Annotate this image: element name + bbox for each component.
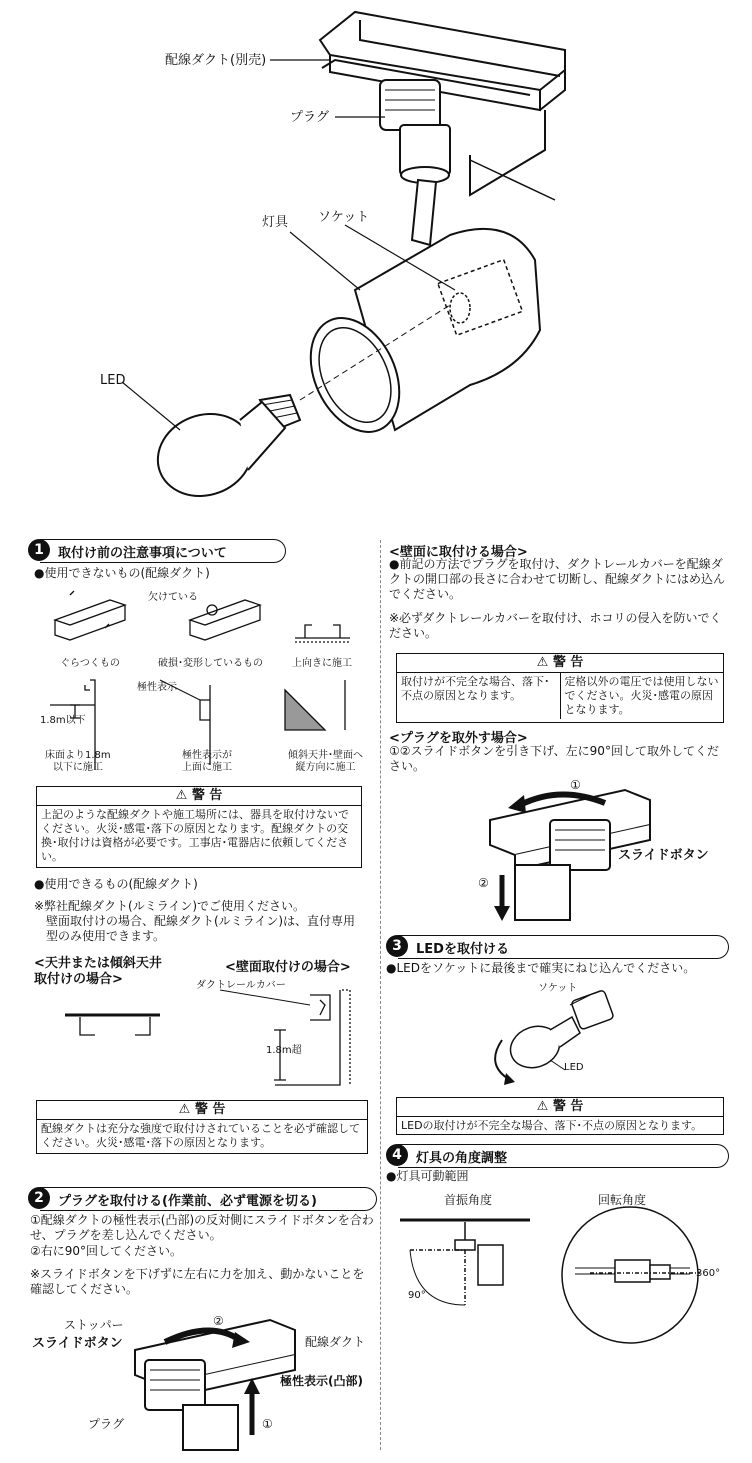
section-4-header bbox=[392, 1144, 729, 1168]
s4-range-label: ●灯具可動範囲 bbox=[386, 1169, 469, 1183]
wall-install-note: ※必ずダクトレールカバーを取付け、ホコリの侵入を防いでください。 bbox=[389, 611, 722, 640]
led-bulb-drawing bbox=[146, 395, 300, 509]
angle-diagrams bbox=[390, 1210, 730, 1360]
fixture-exploded-drawing bbox=[0, 0, 752, 520]
s4-tilt-label: 首振角度 bbox=[444, 1193, 493, 1207]
remove-circle-2: ② bbox=[478, 876, 489, 890]
section-4-title: 灯具の角度調整 bbox=[416, 1150, 508, 1166]
remove-plug-text: ①②スライドボタンを引き下げ、左に90°回して取外してください。 bbox=[389, 744, 719, 773]
warning-box-1 bbox=[36, 786, 362, 868]
caption-upward: 上向きに施工 bbox=[292, 658, 352, 669]
section-4-number: 4 bbox=[386, 1144, 408, 1166]
warning-box-2 bbox=[36, 1100, 368, 1154]
s2-duct-label: 配線ダクト bbox=[305, 1335, 366, 1349]
s2-step1: ①配線ダクトの極性表示(凸部)の反対側にスライドボタンを合わせ、プラグを差し込んでください。 bbox=[30, 1213, 374, 1242]
over-height-label: 1.8m超 bbox=[266, 1045, 302, 1056]
s4-deg360: 360° bbox=[696, 1268, 721, 1279]
ceiling-mount-head: <天井または傾斜天井 取付けの場合> bbox=[34, 956, 162, 987]
height-label: 1.8m以下 bbox=[40, 715, 86, 726]
warning-2-text: 配線ダクトは充分な強度で取付けされていることを必ず確認してください。火災･感電･落下の原因となります。 bbox=[41, 1122, 360, 1149]
wall-install-head: <壁面に取付ける場合> bbox=[389, 545, 528, 560]
warning-box-3 bbox=[396, 1097, 724, 1135]
label-socket: ソケット bbox=[318, 210, 370, 225]
warning-2-title: ⚠ 警 告 bbox=[37, 1101, 367, 1120]
section-1-header bbox=[34, 539, 286, 563]
remove-plug-head: <プラグを取外す場合> bbox=[389, 731, 528, 746]
warning-box-wall bbox=[396, 653, 724, 723]
s2-stopper-label: ストッパー bbox=[64, 1318, 124, 1332]
section-3-number: 3 bbox=[386, 935, 408, 957]
label-led: LED bbox=[100, 373, 126, 388]
label-fixture: 灯具 bbox=[262, 215, 289, 230]
unusable-label: ●使用できないもの(配線ダクト) bbox=[34, 566, 210, 580]
s3-socket-label: ソケット bbox=[538, 983, 578, 994]
s2-plug-label: プラグ bbox=[88, 1417, 125, 1431]
plug-drawing bbox=[380, 80, 450, 183]
wall-mount-head: <壁面取付けの場合> bbox=[225, 960, 351, 975]
usable-label: ●使用できるもの(配線ダクト) bbox=[34, 877, 198, 891]
caption-damaged: 破損･変形しているもの bbox=[158, 658, 263, 669]
s4-rotate-label: 回転角度 bbox=[598, 1193, 647, 1207]
s2-circle-2: ② bbox=[213, 1314, 224, 1328]
s3-led-label: LED bbox=[564, 1062, 584, 1073]
caption-floor-height: 床面より1.8m 以下に施工 bbox=[45, 750, 111, 773]
s2-note: ※スライドボタンを下げずに左右に力を加え、動かないことを確認してください。 bbox=[30, 1267, 365, 1296]
usable-note-1: ※弊社配線ダクト(ルミライン)でご使用ください。 bbox=[34, 899, 306, 913]
warning-3-text: LEDの取付けが不完全な場合、落下･不点の原因となります。 bbox=[401, 1119, 703, 1132]
section-1-number: 1 bbox=[28, 539, 50, 561]
remove-slide-label: スライドボタン bbox=[618, 848, 709, 863]
wall-install-text: ●前記の方法でプラグを取付け、ダクトレールカバーを配線ダクトの開口部の長さに合わせて切断し、配線ダクトにはめ込んでください。 bbox=[389, 557, 726, 601]
section-2-title: プラグを取付ける(作業前、必ず電源を切る) bbox=[58, 1193, 317, 1209]
warning-wall-right: 定格以外の電圧では使用しないでください。火災･感電の原因となります。 bbox=[564, 675, 719, 716]
warning-1-title: ⚠ 警 告 bbox=[37, 787, 361, 806]
s2-step2: ②右に90°回してください。 bbox=[30, 1244, 183, 1258]
chipped-label: 欠けている bbox=[148, 592, 198, 603]
warning-wall-left: 取付けが不完全な場合、落下･不点の原因となります。 bbox=[397, 673, 561, 719]
section-3-header bbox=[392, 935, 729, 959]
usable-note-2: 壁面取付けの場合、配線ダクト(ルミライン)は、直付専用型のみ使用できます。 bbox=[46, 914, 356, 943]
caption-inclined: 傾斜天井･壁面へ 縦方向に施工 bbox=[288, 750, 363, 773]
warning-1-text: 上記のような配線ダクトや施工場所には、器具を取付けないでください。火災･感電･落下の原因となります。配線ダクトの交換･取付けは資格が必要です。工事店･電器店に依頼してください。 bbox=[41, 808, 349, 863]
section-2-number: 2 bbox=[28, 1187, 50, 1209]
s4-deg90: 90° bbox=[408, 1290, 426, 1301]
usable-duct-diagrams bbox=[40, 985, 380, 1095]
remove-circle-1: ① bbox=[570, 778, 581, 792]
warning-3-title: ⚠ 警 告 bbox=[397, 1098, 723, 1117]
caption-polarity-top: 極性表示が 上面に施工 bbox=[182, 750, 232, 773]
rail-cover-label: ダクトレールカバー bbox=[196, 980, 286, 991]
label-duct: 配線ダクト(別売) bbox=[165, 53, 267, 68]
caption-wobbly: ぐらつくもの bbox=[60, 658, 120, 669]
warning-wall-title: ⚠ 警 告 bbox=[397, 654, 723, 673]
cylinder-body bbox=[293, 229, 540, 446]
stem bbox=[412, 180, 436, 245]
section-3-title: LEDを取付ける bbox=[416, 941, 509, 957]
section-1-title: 取付け前の注意事項について bbox=[58, 545, 227, 561]
s2-polarity-label: 極性表示(凸部) bbox=[280, 1374, 363, 1388]
section-2-header bbox=[34, 1187, 377, 1211]
polarity-label: 極性表示 bbox=[137, 682, 177, 693]
s2-slide-label: スライドボタン bbox=[32, 1336, 123, 1351]
led-install-drawing bbox=[480, 985, 640, 1095]
label-plug: プラグ bbox=[290, 110, 330, 125]
s2-circle-1: ① bbox=[262, 1417, 273, 1431]
s3-text: ●LEDをソケットに最後まで確実にねじ込んでください。 bbox=[386, 961, 696, 975]
column-divider bbox=[380, 540, 381, 1450]
